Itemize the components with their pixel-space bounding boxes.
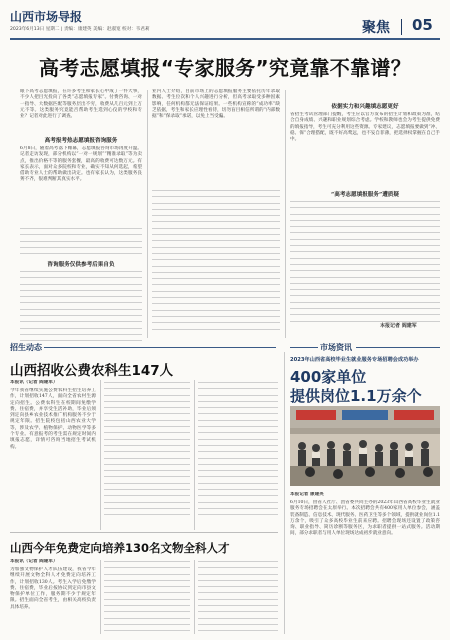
left-section-rule bbox=[44, 347, 276, 348]
right-section-rule bbox=[290, 347, 318, 348]
a1-col-rule-2 bbox=[194, 380, 195, 530]
page-number: 05 bbox=[412, 16, 433, 34]
lead-text-col3-more bbox=[290, 201, 440, 327]
masthead-rule bbox=[10, 38, 440, 40]
right-section-rule-2 bbox=[356, 347, 440, 348]
left-articles-divider bbox=[10, 532, 278, 533]
lead-text-col1-more bbox=[20, 228, 142, 259]
article1-headline: 山西招收公费农科生147人 bbox=[10, 363, 174, 379]
lead-headline: 高考志愿填报“专家服务”究竟靠不靠谱？ bbox=[39, 56, 411, 80]
bottom-column-separator bbox=[284, 352, 285, 634]
a2-col-rule-2 bbox=[194, 560, 195, 634]
lead-intro: 眼下高考志愿填报，在许多考生和家长心中成了一件大事，不少人把目光投向了各类“志愿填报专家”。付费咨询、一对一指导、大数据匹配等服务层出不穷，收费从几百元到上万元不等。这类服务究竟能否帮助考生选到心仪的学校和专业？记者对此进行了调查。 bbox=[20, 89, 142, 120]
lead-text-col2-more bbox=[152, 190, 280, 335]
col-rule-1 bbox=[147, 90, 148, 338]
jobfair-photo bbox=[290, 406, 440, 486]
lead-subhead-4: “高考志愿填报服务”遭质疑 bbox=[331, 192, 399, 198]
article2-text-col2 bbox=[104, 561, 190, 637]
right-section-label: 市场资讯 bbox=[320, 343, 352, 352]
section-name: 聚焦 bbox=[362, 20, 390, 36]
right-headline-main-1: 400家单位 bbox=[290, 368, 367, 386]
article1-text-col3 bbox=[198, 382, 278, 521]
lead-text-col1: 6月8日，随着高考落下帷幕，志愿填报咨询市场再度升温。记者走访发现，部分机构以“一对一规划”“精准录取”等为卖点，推出价格不等的服务套餐，最高的收费可达数万元。有家长表示，面对众多院校和专业，确实不知从何选起，希望借助专业人士的帮助做出决定。也有家长认为，这类服务良莠不齐，很难判断其真实水平。 bbox=[20, 146, 142, 183]
article1-text-col2 bbox=[104, 382, 190, 521]
masthead-divider bbox=[401, 19, 402, 35]
lead-subhead-3: 依据实力和兴趣填志愿更好 bbox=[331, 104, 399, 110]
jobfair-photo-image bbox=[290, 406, 440, 486]
a1-col-rule-1 bbox=[100, 380, 101, 530]
right-article-byline: 本报记者 康建英 bbox=[290, 492, 324, 497]
article2-text-col3 bbox=[198, 561, 278, 637]
issue-line: 2023年6月13日 星期二 | 责编：康建英 美编：赵淑宽 校对：韦君莉 bbox=[10, 27, 150, 32]
lead-text-col3: 省招生考试管理部门提醒，考生应以官方发布的招生计划和政策为准，结合自身成绩、兴趣和职业规划综合考虑。学校和教师也会为考生提供免费的填报指导，考生可充分利用这些资源。专家建议，志愿填报要做到“冲、稳、保”合理搭配，既不好高骛远，也不妄自菲薄，把选择权掌握在自己手中。 bbox=[290, 112, 440, 143]
article1-text: 今年我省继续实施公费农科生招生培养工作，计划招收147人，面向全省农村生源定向招生。公费农科生在校期间免缴学费、住宿费，并享受生活补助，毕业后须到定向县乡农业技术推广机构服务不少于规定年限。招生院校包括山西农业大学等，涉及农学、植物保护、动物医学等多个专业。有意报考的考生需在规定时间内填报志愿，详情可咨询当地招生考试机构。 bbox=[10, 388, 96, 450]
lead-text-col1-bottom bbox=[20, 271, 142, 347]
right-headline-main-2: 提供岗位1.1万余个 bbox=[290, 387, 422, 405]
col-rule-2 bbox=[285, 90, 286, 338]
right-headline-top: 2023年山西省高校毕业生就业服务专场招聘会成功举办 bbox=[290, 357, 419, 363]
article2-text: 为加强文物保护人才队伍建设，我省今年继续开展文物全科人才免费定向培养工作，计划招收130人。考生入学后免缴学费、住宿费，毕业后按协议到定向市县文物保护单位工作，服务期不少于规定年限。招生面向全省考生，由相关高校负责具体培养。 bbox=[10, 567, 96, 610]
left-section-label: 招生动态 bbox=[10, 343, 42, 352]
article1-byline: 本报讯（记者 阎建军） bbox=[10, 380, 58, 385]
lead-text-col2: 业内人士介绍，目前市场上的志愿填报服务主要依托历年录取数据、考生位次和个人兴趣进行分析，但高考录取受多种因素影响，任何机构都无法保证结果。一些机构宣称的“成功率”缺乏依据，考生和家长应理性看待，切勿盲目相信所谓的“内部数据”和“保录取”承诺，以免上当受骗。 bbox=[152, 89, 280, 120]
lead-subhead-2: 咨询服务仅供参考后果自负 bbox=[47, 262, 115, 268]
right-article-text: 6月10日，由省人社厅、团省委共同主办的2023年山西省高校毕业生就业服务专场招聘会在太原举行。本次招聘会共有400家用人单位参会，涵盖装备制造、信息技术、现代服务、医药卫生等多个领域，提供就业岗位1.1万余个，吸引了众多高校毕业生前来应聘。招聘会现场还设置了政策咨询、职业指导、简历诊断等服务区，为求职者提供一站式服务。活动期间，部分求职者与用人单位现场达成初步就业意向。 bbox=[290, 500, 440, 537]
paper-name: 山西市场导报 bbox=[10, 10, 83, 24]
lead-subhead-1: 高考报考热志愿填报咨询服务 bbox=[44, 138, 118, 144]
lead-byline: 本报记者 阎建军 bbox=[380, 323, 417, 329]
article2-byline: 本报讯（记者 阎建军） bbox=[10, 559, 58, 564]
a2-col-rule-1 bbox=[100, 560, 101, 634]
article2-headline: 山西今年免费定向培养130名文物全科人才 bbox=[10, 541, 230, 555]
